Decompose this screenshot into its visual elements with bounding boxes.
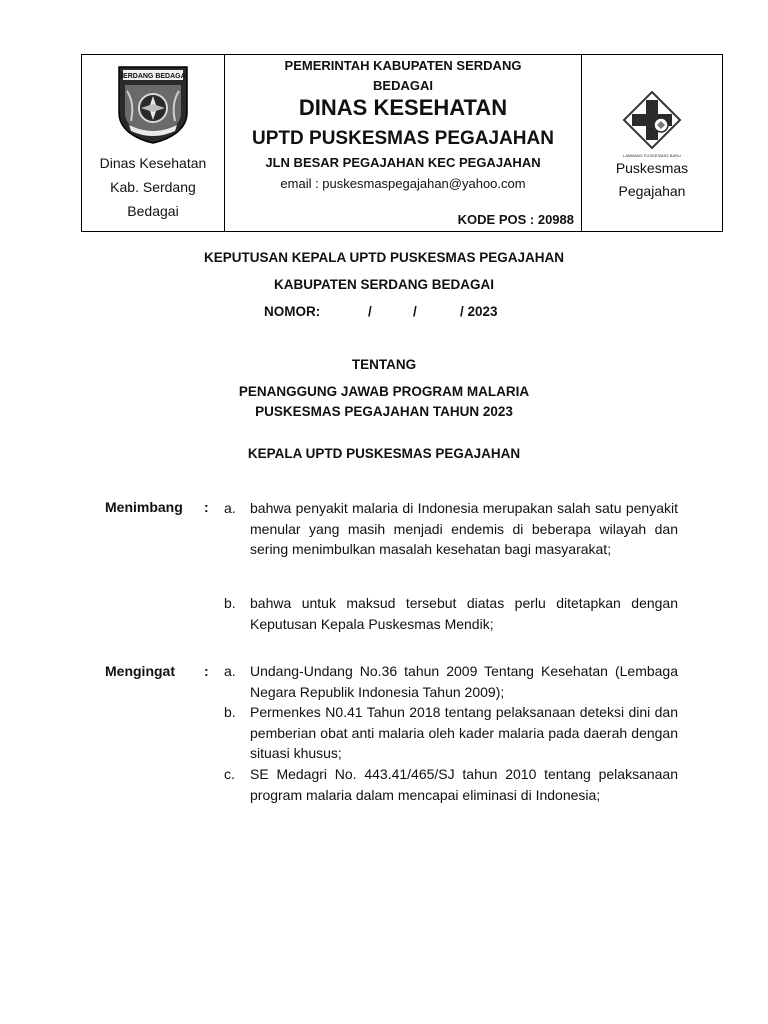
mengingat-item-text: Undang-Undang No.36 tahun 2009 Tentang Kesehatan (Lembaga Negara Republik Indonesia Tahun 2009); [250, 663, 678, 700]
subject-line: PUSKESMAS PEGAJAHAN TAHUN 2023 [255, 404, 513, 419]
decree-number [0, 304, 768, 322]
decree-number-separator: / [368, 304, 372, 319]
right-caption [616, 157, 688, 203]
tentang-heading: TENTANG [351, 357, 417, 372]
letterhead-center-cell [225, 55, 582, 231]
decree-number-label: NOMOR: [264, 304, 321, 319]
left-caption-line: Bedagai [127, 203, 179, 219]
subject-line: PENANGGUNG JAWAB PROGRAM MALARIA [238, 384, 530, 399]
left-caption-line: Dinas Kesehatan [99, 155, 207, 171]
decree-number-year: / 2023 [460, 304, 498, 319]
email-address: email : puskesmaspegajahan@yahoo.com [280, 176, 526, 191]
agency-name: DINAS KESEHATAN [298, 95, 508, 120]
emblem-banner-text: SERDANG BEDAGAI [118, 73, 188, 80]
puskesmas-cross-logo-icon [620, 90, 684, 160]
letterhead-right-cell [582, 55, 722, 231]
letterhead-left-cell [82, 55, 225, 231]
mengingat-item-letter: c. [224, 766, 235, 782]
government-name [225, 56, 581, 96]
right-caption-line: Pegajahan [618, 183, 686, 199]
logo-small-caption: LAMBANG PUSKESMAS BARU [623, 153, 681, 158]
mengingat-colon: : [204, 663, 209, 679]
mengingat-item-text: SE Medagri No. 443.41/465/SJ tahun 2010 tentang pelaksanaan program malaria dalam mencapai eliminasi di Indonesia; [250, 766, 678, 803]
government-name-line: PEMERINTAH KABUPATEN SERDANG [284, 58, 522, 73]
menimbang-colon: : [204, 499, 209, 515]
decree-title: KEPUTUSAN KEPALA UPTD PUSKESMAS PEGAJAHAN [203, 250, 565, 265]
letterhead [81, 54, 723, 232]
postal-code: KODE POS : 20988 [457, 212, 574, 227]
address: JLN BESAR PEGAJAHAN KEC PEGAJAHAN [265, 155, 541, 170]
serdang-bedagai-emblem-icon [113, 63, 193, 145]
left-caption [100, 151, 207, 223]
menimbang-item-letter: b. [224, 595, 236, 611]
mengingat-label: Mengingat [105, 663, 175, 679]
unit-name: UPTD PUSKESMAS PEGAJAHAN [252, 128, 554, 149]
menimbang-item-text: bahwa untuk maksud tersebut diatas perlu ditetapkan dengan Keputusan Kepala Puskesmas Mendik; [250, 595, 678, 632]
mengingat-item-text: Permenkes N0.41 Tahun 2018 tentang pelaksanaan deteksi dini dan pemberian obat anti malaria oleh kader malaria pada daerah dengan situasi khusus; [250, 704, 678, 761]
left-caption-line: Kab. Serdang [110, 179, 196, 195]
government-name-line: BEDAGAI [373, 78, 433, 93]
decree-number-separator: / [413, 304, 417, 319]
menimbang-item-letter: a. [224, 500, 236, 516]
right-caption-line: Puskesmas [615, 160, 689, 176]
menimbang-label: Menimbang [105, 499, 183, 515]
decree-region: KABUPATEN SERDANG BEDAGAI [273, 277, 494, 292]
mengingat-item-letter: b. [224, 704, 236, 720]
mengingat-item-letter: a. [224, 663, 236, 679]
issuing-official: KEPALA UPTD PUSKESMAS PEGAJAHAN [247, 446, 521, 461]
menimbang-item-text: bahwa penyakit malaria di Indonesia merupakan salah satu penyakit menular yang masih menjadi endemis di beberapa wilayah dan sering menimbulkan masalah kesehatan bagi masyarakat; [250, 500, 678, 557]
